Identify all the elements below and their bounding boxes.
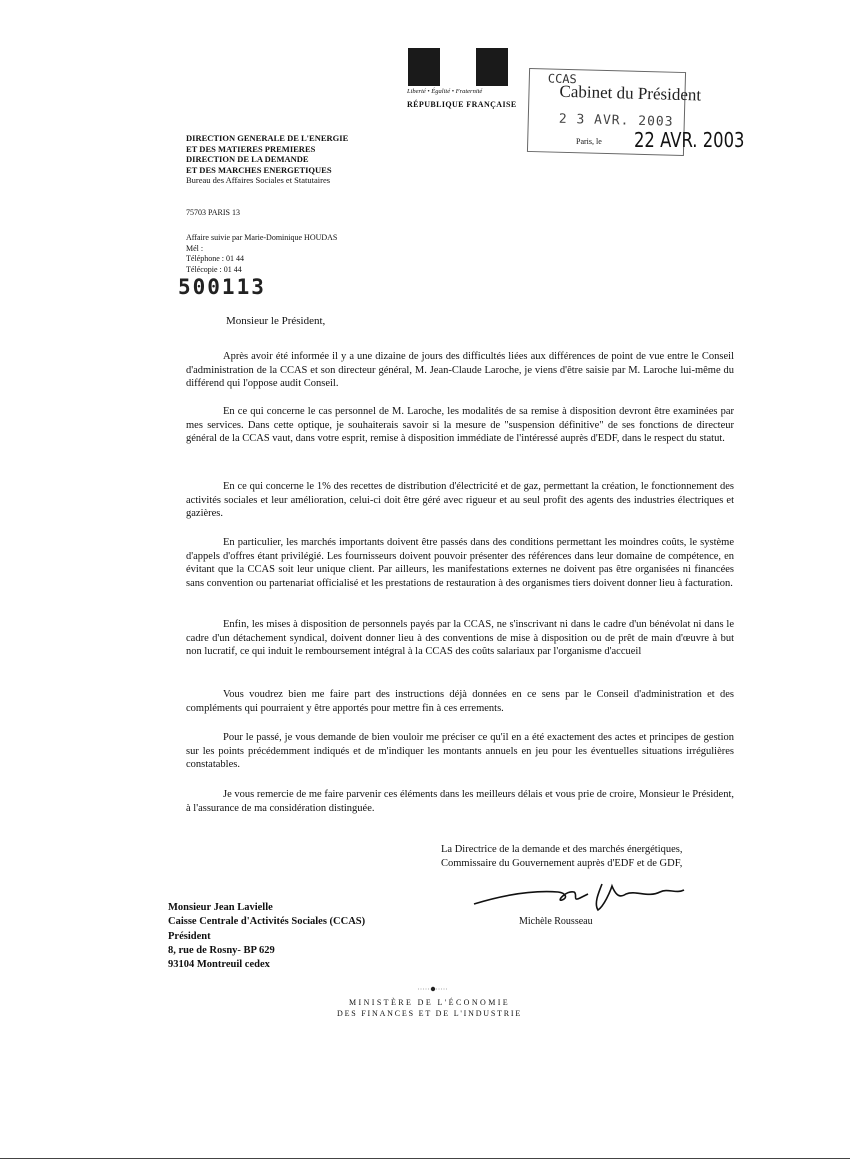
letter-date: 22 AVR. 2003 — [634, 128, 745, 152]
republique-francaise-logo — [405, 48, 517, 110]
sender-line: ET DES MATIERES PREMIERES — [186, 143, 316, 154]
logo-republic-label: RÉPUBLIQUE FRANÇAISE — [407, 100, 517, 109]
letter-place: Paris, le — [576, 137, 602, 146]
body-paragraph: Enfin, les mises à disposition de personnels payés par la CCAS, ne s'inscrivant ni dans le cadre d'un bénévolat ni dans le cadre d'un détachement syndical, doivent donner lieu à des conventions de mise à disposition ou de prêt de main d'œuvre à but non lucratif, ce qui induit le remboursement intégral à la CCAS des coûts salariaux par l'organisme d'accueil — [186, 619, 734, 658]
body-paragraph: En particulier, les marchés importants doivent être passés dans des conditions permettant les moindres coûts, le système d'appels d'offres étant privilégié. Les fournisseurs doivent pouvoir présenter des références dans leur domaine de compétence, en évitant que la CCAS soit leur unique client. Par ailleurs, les manifestations externes ne doivent pas être organisées ni financées sans convention ou partenariat officialisé et les prestations de restauration à des organismes tiers doivent donner lieu à facturation. — [186, 537, 734, 589]
contact-line: Mél : — [186, 243, 204, 253]
sender-line: DIRECTION DE LA DEMANDE — [186, 154, 309, 164]
signatory-name: Michèle Rousseau — [519, 916, 593, 927]
recipient-line: Président — [168, 930, 211, 942]
sender-line: ET DES MARCHES ENERGETIQUES — [186, 164, 332, 175]
recipient-line: 93104 Montreuil cedex — [168, 959, 270, 971]
contact-line: Affaire suivie par Marie-Dominique HOUDAS — [186, 233, 338, 242]
body-paragraph: Après avoir été informée il y a une dizaine de jours des difficultés liées aux différences de point de vue entre le Conseil d'administration de la CCAS et son directeur général, M. Jean-Claude Laroche, je viens d'être saisie par M. Laroche lui-même du différend qui l'oppose audit Conseil. — [186, 351, 734, 390]
sender-department — [186, 133, 406, 186]
signatory-title-line: La Directrice de la demande et des marchés énergétiques, — [441, 844, 683, 855]
body-paragraph: En ce qui concerne le cas personnel de M. Laroche, les modalités de sa remise à disposition devront être examinées par mes services. Dans cette optique, je souhaiterais savoir si la mesure de "suspension définitive" de ses fonctions de directeur général de la CCAS vaut, dans votre esprit, remise à disposition immédiate de l'intéressé auprès d'EDF, dans le respect du statut. — [186, 406, 734, 445]
recipient-line: Caisse Centrale d'Activités Sociales (CCAS) — [168, 916, 366, 928]
contact-line: Télécopie : 01 44 — [186, 264, 242, 274]
stamp-date: 2 3 AVR. 2003 — [558, 111, 674, 130]
body-paragraph: Pour le passé, je vous demande de bien vouloir me préciser ce qu'il en a été exactement des actes et principes de gestion sur les points précédemment indiqués et de m'indiquer les montants annuels en jeu pour les éventuelles situations irrégulières constatables. — [186, 732, 734, 771]
reference-number: 500113 — [178, 275, 266, 299]
signatory-title-line: Commissaire du Gouvernement auprès d'EDF et de GDF, — [441, 858, 683, 869]
ministry-emblem-icon — [418, 983, 448, 995]
salutation: Monsieur le Président, — [226, 315, 326, 327]
body-paragraph: Vous voudrez bien me faire part des instructions déjà données en ce sens par le Conseil d'administration et des compléments qui pourraient y être apportés pour mettre fin à ces errements. — [186, 689, 734, 714]
stamp-organisation: CCAS — [547, 71, 577, 87]
page-bottom-rule — [0, 1158, 850, 1159]
sender-bureau: Bureau des Affaires Sociales et Statutaires — [186, 175, 331, 185]
sender-line: DIRECTION GENERALE DE L'ENERGIE — [186, 133, 349, 143]
handwritten-signature — [470, 876, 692, 916]
stamp-office: Cabinet du Président — [559, 81, 702, 105]
recipient-line: 8, rue de Rosny- BP 629 — [168, 944, 275, 956]
recipient-line: Monsieur Jean Lavielle — [168, 902, 273, 913]
ministry-subtitle: DES FINANCES ET DE L'INDUSTRIE — [337, 1009, 523, 1018]
body-paragraph: En ce qui concerne le 1% des recettes de distribution d'électricité et de gaz, permettant la création, le fonctionnement des activités sociales et leur amélioration, celui-ci doit être géré avec rigueur et au seul profit des agents des industries électriques et gazières. — [186, 481, 734, 520]
marianne-flag-icon — [408, 48, 508, 86]
ministry-name: MINISTÈRE DE L'ÉCONOMIE — [349, 998, 511, 1007]
signatory-title — [441, 843, 682, 871]
contact-info — [186, 233, 337, 275]
contact-line: Téléphone : 01 44 — [186, 254, 244, 263]
recipient-address — [168, 901, 365, 972]
postal-address: 75703 PARIS 13 — [186, 208, 240, 217]
body-paragraph: Je vous remercie de me faire parvenir ces éléments dans les meilleurs délais et vous prie de croire, Monsieur le Président, à l'assurance de ma considération distinguée. — [186, 789, 734, 814]
logo-motto: Liberté • Égalité • Fraternité — [407, 88, 483, 95]
